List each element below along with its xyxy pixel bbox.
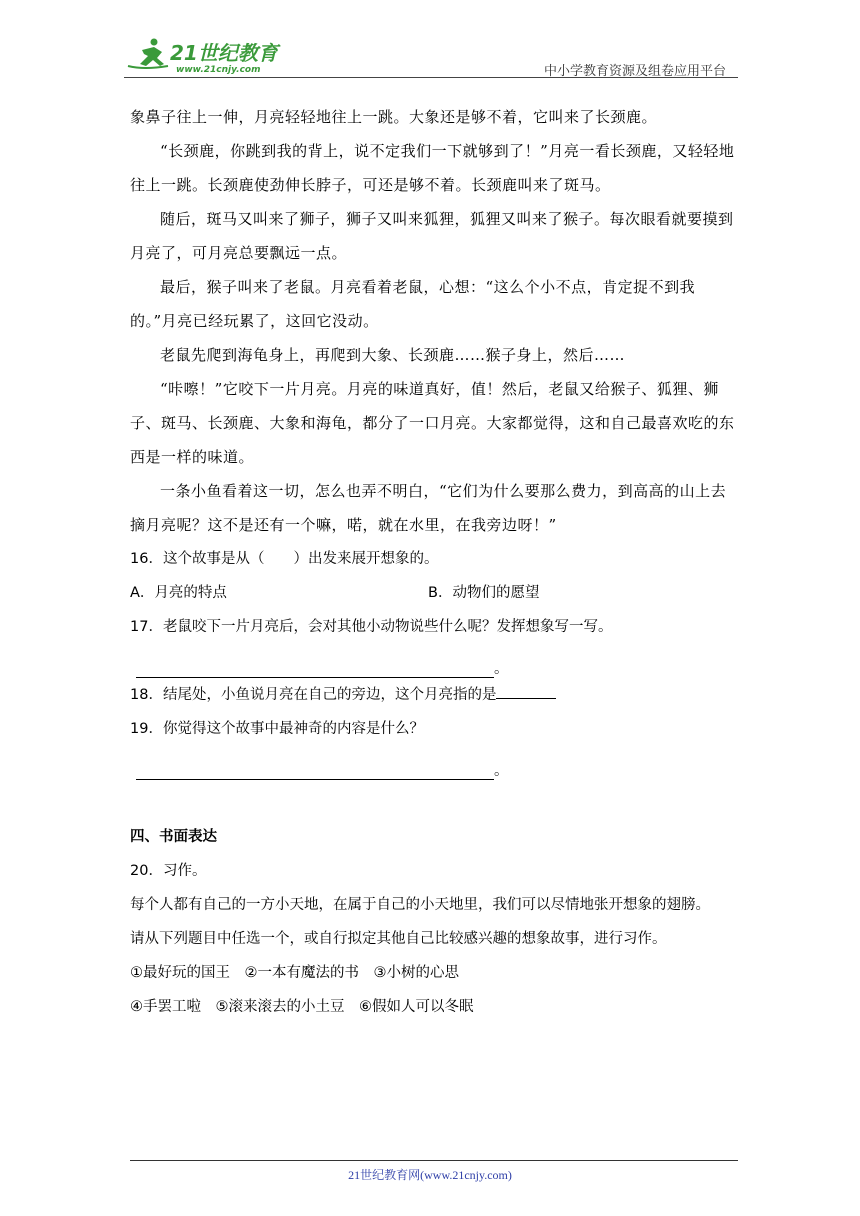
svg-text:www.21cnjy.com: www.21cnjy.com <box>176 65 261 75</box>
blank-period: 。 <box>494 763 509 779</box>
story-paragraph: 老鼠先爬到海龟身上，再爬到大象、长颈鹿……猴子身上，然后…… <box>160 346 626 364</box>
story-paragraph: “咔嚓！”它咬下一片月亮。月亮的味道真好，值！然后，老鼠又给猴子、狐狸、狮子、斑马、长颈鹿、大象和海龟，都分了一口月亮。大家都觉得，这和自己最喜欢吃的东西是一样的味道。 <box>130 380 735 466</box>
answer-blank-18[interactable] <box>496 680 556 699</box>
footer-divider <box>130 1160 738 1161</box>
document-body <box>130 100 735 1024</box>
logo-21cnjy <box>124 36 294 76</box>
question-16: 16．这个故事是从（ ）出发来展开想象的。 <box>130 551 439 567</box>
answer-line-17 <box>130 644 735 678</box>
header-divider <box>124 77 738 78</box>
story-paragraph: 一条小鱼看着这一切，怎么也弄不明白，“它们为什么要那么费力，到高高的山上去摘月亮呢？这不是还有一个嘛，喏，就在水里，在我旁边呀！” <box>130 482 727 534</box>
option-b[interactable]: B．动物们的愿望 <box>428 585 540 601</box>
section-4-title: 四、书面表达 <box>130 829 217 845</box>
answer-blank-17[interactable] <box>136 655 494 678</box>
question-16-options <box>130 576 735 610</box>
footer-text[interactable]: 21世纪教育网(www.21cnjy.com) <box>348 1168 512 1182</box>
story-paragraph: 象鼻子往上一伸，月亮轻轻地往上一跳。大象还是够不着，它叫来了长颈鹿。 <box>130 108 658 126</box>
story-paragraph: “长颈鹿，你跳到我的背上，说不定我们一下就够到了！”月亮一看长颈鹿，又轻轻地往上一跳。长颈鹿使劲伸长脖子，可还是够不着。长颈鹿叫来了斑马。 <box>130 142 735 194</box>
question-19: 19．你觉得这个故事中最神奇的内容是什么？ <box>130 721 424 737</box>
question-17: 17．老鼠咬下一片月亮后，会对其他小动物说些什么呢？发挥想象写一写。 <box>130 619 613 635</box>
answer-blank-19[interactable] <box>136 757 494 780</box>
question-18-text: 18．结尾处，小鱼说月亮在自己的旁边，这个月亮指的是 <box>130 687 497 703</box>
writing-topics-2: ④手罢工啦 ⑤滚来滚去的小土豆 ⑥假如人可以冬眠 <box>130 999 474 1015</box>
answer-line-19 <box>130 746 735 780</box>
page-header <box>124 30 738 78</box>
option-a[interactable]: A．月亮的特点 <box>130 585 227 601</box>
writing-topics-1: ①最好玩的国王 ②一本有魔法的书 ③小树的心思 <box>130 965 459 981</box>
question-20: 20．习作。 <box>130 863 207 879</box>
svg-text:21世纪教育: 21世纪教育 <box>170 41 278 65</box>
story-paragraph: 最后，猴子叫来了老鼠。月亮看着老鼠，心想：“这么个小不点，肯定捉不到我的。”月亮已经玩累了，这回它没动。 <box>130 278 696 330</box>
blank-period: 。 <box>494 661 509 677</box>
question-18 <box>130 678 735 712</box>
story-paragraph: 随后，斑马又叫来了狮子，狮子又叫来狐狸，狐狸又叫来了猴子。每次眼看就要摸到月亮了，可月亮总要飘远一点。 <box>130 210 734 262</box>
writing-prompt-2: 请从下列题目中任选一个，或自行拟定其他自己比较感兴趣的想象故事，进行习作。 <box>130 931 667 947</box>
header-platform-text: 中小学教育资源及组卷应用平台 <box>543 64 726 79</box>
writing-prompt-1: 每个人都有自己的一方小天地，在属于自己的小天地里，我们可以尽情地张开想象的翅膀。 <box>130 897 710 913</box>
